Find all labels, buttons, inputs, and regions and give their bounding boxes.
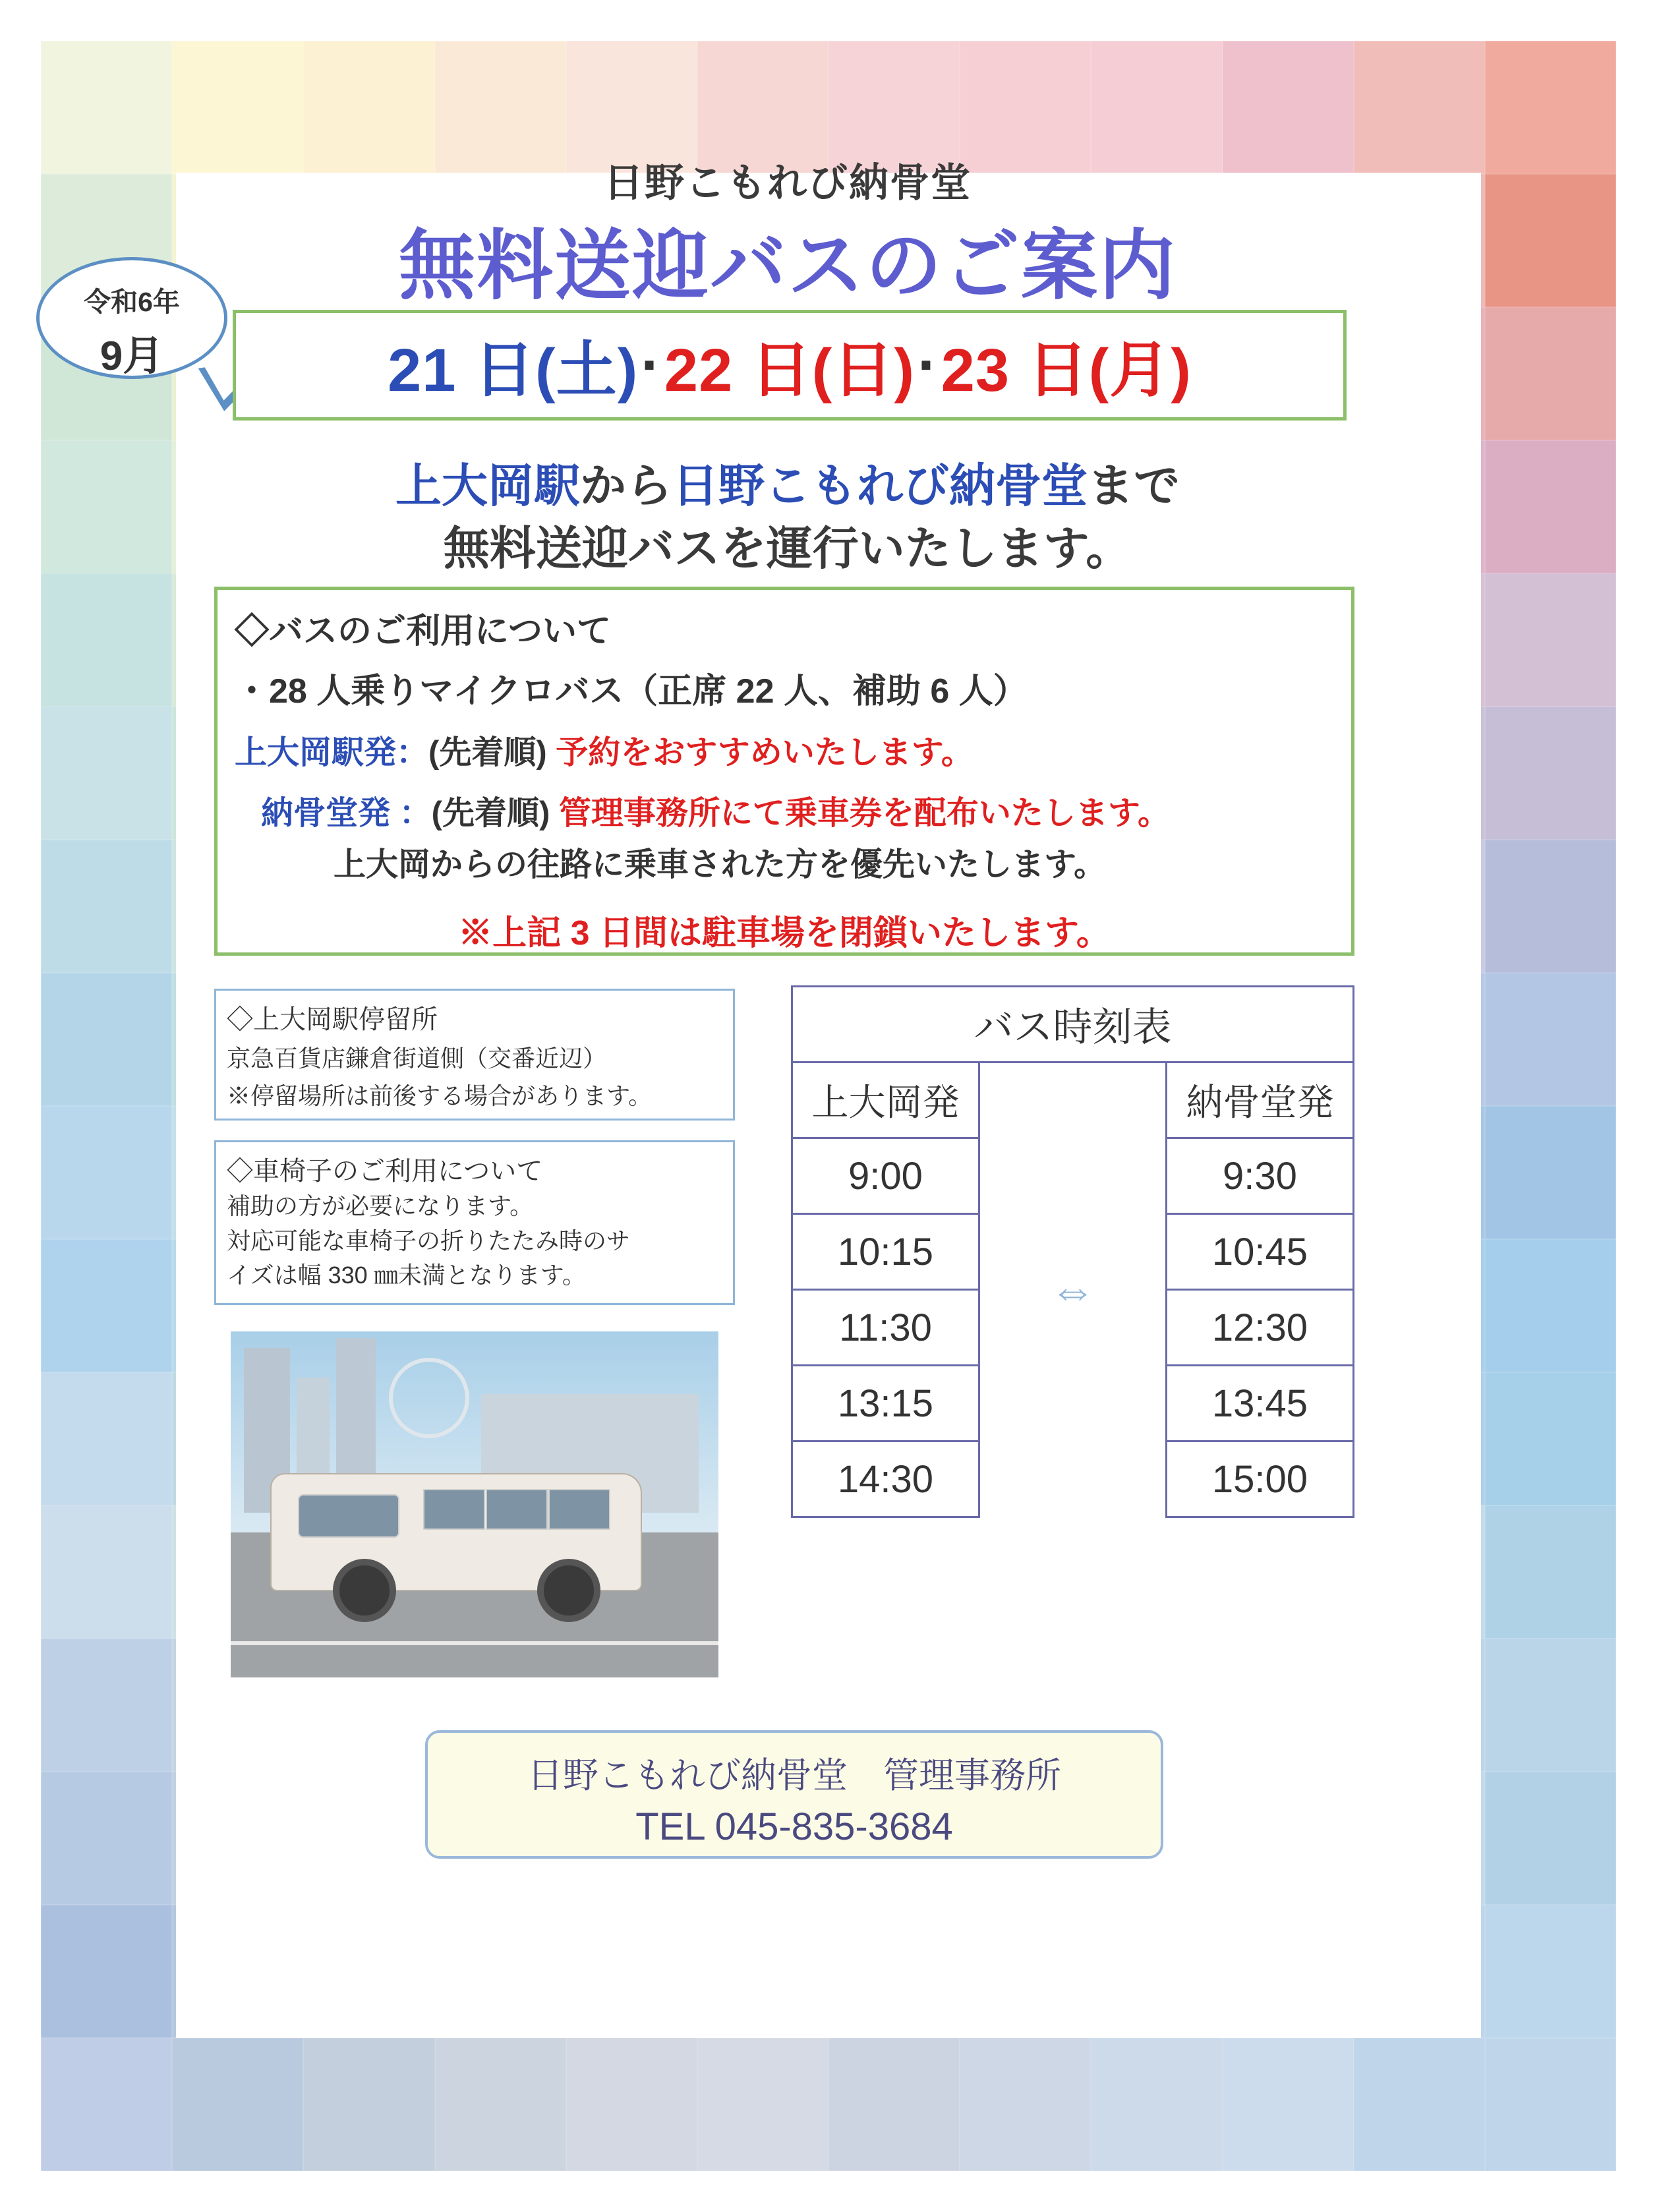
timetable-col-return: 納骨堂発 [1167,1062,1354,1138]
lead-origin: 上大岡駅 [395,460,580,511]
date-monday: 23 日(月) [941,337,1192,404]
watercolor-cell [435,2038,566,2171]
lead-line-2: 無料送迎バスを運行いたします。 [443,522,1132,574]
wheelchair-heading: ◇車椅子のご利用について [227,1157,543,1186]
photo-bus-windshield [298,1494,399,1538]
watercolor-cell [697,2038,828,2171]
lead-to: まで [1088,460,1180,511]
organization-title: 日野こもれび納骨堂 [604,161,972,205]
watercolor-cell [1485,174,1616,307]
service-dates-box [233,310,1347,421]
bubble-year: 令和6年 [84,287,180,317]
photo-bus-wheel-front [333,1559,396,1622]
photo-lane-line [231,1641,718,1645]
timetable-depart-1: 10:15 [792,1214,979,1290]
photo-bus-window-3 [548,1489,610,1530]
usage-capacity: ・28 人乗りマイクロバス（正席 22 人、補助 6 人） [235,672,1028,711]
timetable-return-2: 12:30 [1167,1290,1354,1366]
timetable-return-1: 10:45 [1167,1214,1354,1290]
usage-row-hall-note: 管理事務所にて乗車券を配布いたします。 [558,796,1170,831]
lead-destination: 日野こもれび納骨堂 [672,460,1088,511]
watercolor-cell [1485,1772,1616,1905]
bus-stop-box [214,989,735,1121]
bus-stop-location: 京急百貨店鎌倉街道側（交番近辺） [227,1045,607,1072]
watercolor-cell [1485,307,1616,440]
timetable-title-row [792,987,1354,1062]
watercolor-cell [1485,2038,1616,2171]
watercolor-cell [303,2038,434,2171]
contact-office: 日野こもれび納骨堂 管理事務所 [527,1756,1061,1795]
shuttle-bus-photo [231,1331,718,1677]
bus-stop-heading: ◇上大岡駅停留所 [227,1005,438,1034]
usage-row-hall-mid: (先着順) [431,796,550,831]
timetable-depart-4: 14:30 [792,1441,979,1517]
watercolor-cell [828,2038,960,2171]
timetable-depart-2: 11:30 [792,1290,979,1366]
date-speech-bubble [36,257,227,379]
usage-row-hall-label: 納骨堂発 ： [261,796,432,831]
timetable-return-4: 15:00 [1167,1441,1354,1517]
watercolor-cell [960,2038,1091,2171]
watercolor-cell [1485,1639,1616,1772]
contact-box [425,1730,1163,1859]
timetable-depart-0: 9:00 [792,1138,979,1214]
usage-row-hall-subnote: 上大岡からの往路に乗車された方を優先いたします。 [334,847,1107,883]
watercolor-cell [1485,1372,1616,1505]
timetable-direction-cell [979,1062,1167,1517]
usage-info-box [214,587,1354,956]
timetable-depart-3: 13:15 [792,1366,979,1441]
lead-from: から [580,460,672,511]
wheelchair-box [214,1140,735,1305]
usage-row-station [235,727,1334,773]
watercolor-cell [1485,573,1616,707]
timetable-title: バス時刻表 [792,987,1354,1062]
watercolor-cell [1485,440,1616,573]
watercolor-cell [1485,1905,1616,2038]
contact-phone: TEL 045-835-3684 [635,1805,953,1848]
watercolor-cell [1485,1106,1616,1239]
timetable-col-depart: 上大岡発 [792,1062,979,1138]
photo-bus-window-2 [486,1489,548,1530]
photo-ferris-wheel [389,1358,469,1438]
watercolor-cell [1354,2038,1485,2171]
date-saturday: 21 日(土) [388,337,639,404]
photo-bus-wheel-rear [537,1559,600,1622]
poster-content [84,132,1440,1997]
watercolor-cell [1485,1239,1616,1372]
watercolor-cell [1223,2038,1354,2171]
wheelchair-line-3: イズは幅 330 ㎜未満となります。 [227,1262,586,1289]
bus-timetable [791,985,1354,1518]
timetable-header-row [792,1062,1354,1138]
usage-row-station-mid: (先着順) [428,735,547,771]
timetable-return-3: 13:45 [1167,1366,1354,1441]
photo-bus-window-1 [423,1489,485,1530]
watercolor-cell [1091,2038,1222,2171]
watercolor-cell [172,2038,303,2171]
page-title: 無料送迎バスのご案内 [399,223,1177,308]
bubble-month: 9月 [100,334,164,379]
usage-row-station-label: 上大岡駅発： [235,735,429,771]
date-sunday: 22 日(日) [664,337,916,404]
wheelchair-line-1: 補助の方が必要になります。 [227,1192,534,1219]
watercolor-cell [41,2038,172,2171]
lead-paragraph [135,455,1440,579]
watercolor-cell [1485,840,1616,973]
date-separator-2: · [917,331,939,399]
watercolor-cell [1485,973,1616,1106]
watercolor-cell [1485,707,1616,840]
parking-closed-note: ※上記 3 日間は駐車場を閉鎖いたします。 [458,914,1111,952]
usage-heading: ◇バスのご利用について [235,612,611,651]
timetable-return-0: 9:30 [1167,1138,1354,1214]
left-right-arrow-icon: ⇔ [1049,1264,1096,1316]
usage-row-station-note: 予約をおすすめいたします。 [556,735,974,771]
watercolor-cell [566,2038,697,2171]
watercolor-cell [1485,1505,1616,1639]
bus-stop-note: ※停留場所は前後する場合があります。 [227,1082,653,1109]
usage-row-hall [261,788,1334,834]
date-separator-1: · [641,331,662,399]
wheelchair-line-2: 対応可能な車椅子の折りたたみ時のサ [227,1227,631,1254]
watercolor-cell [1485,41,1616,174]
